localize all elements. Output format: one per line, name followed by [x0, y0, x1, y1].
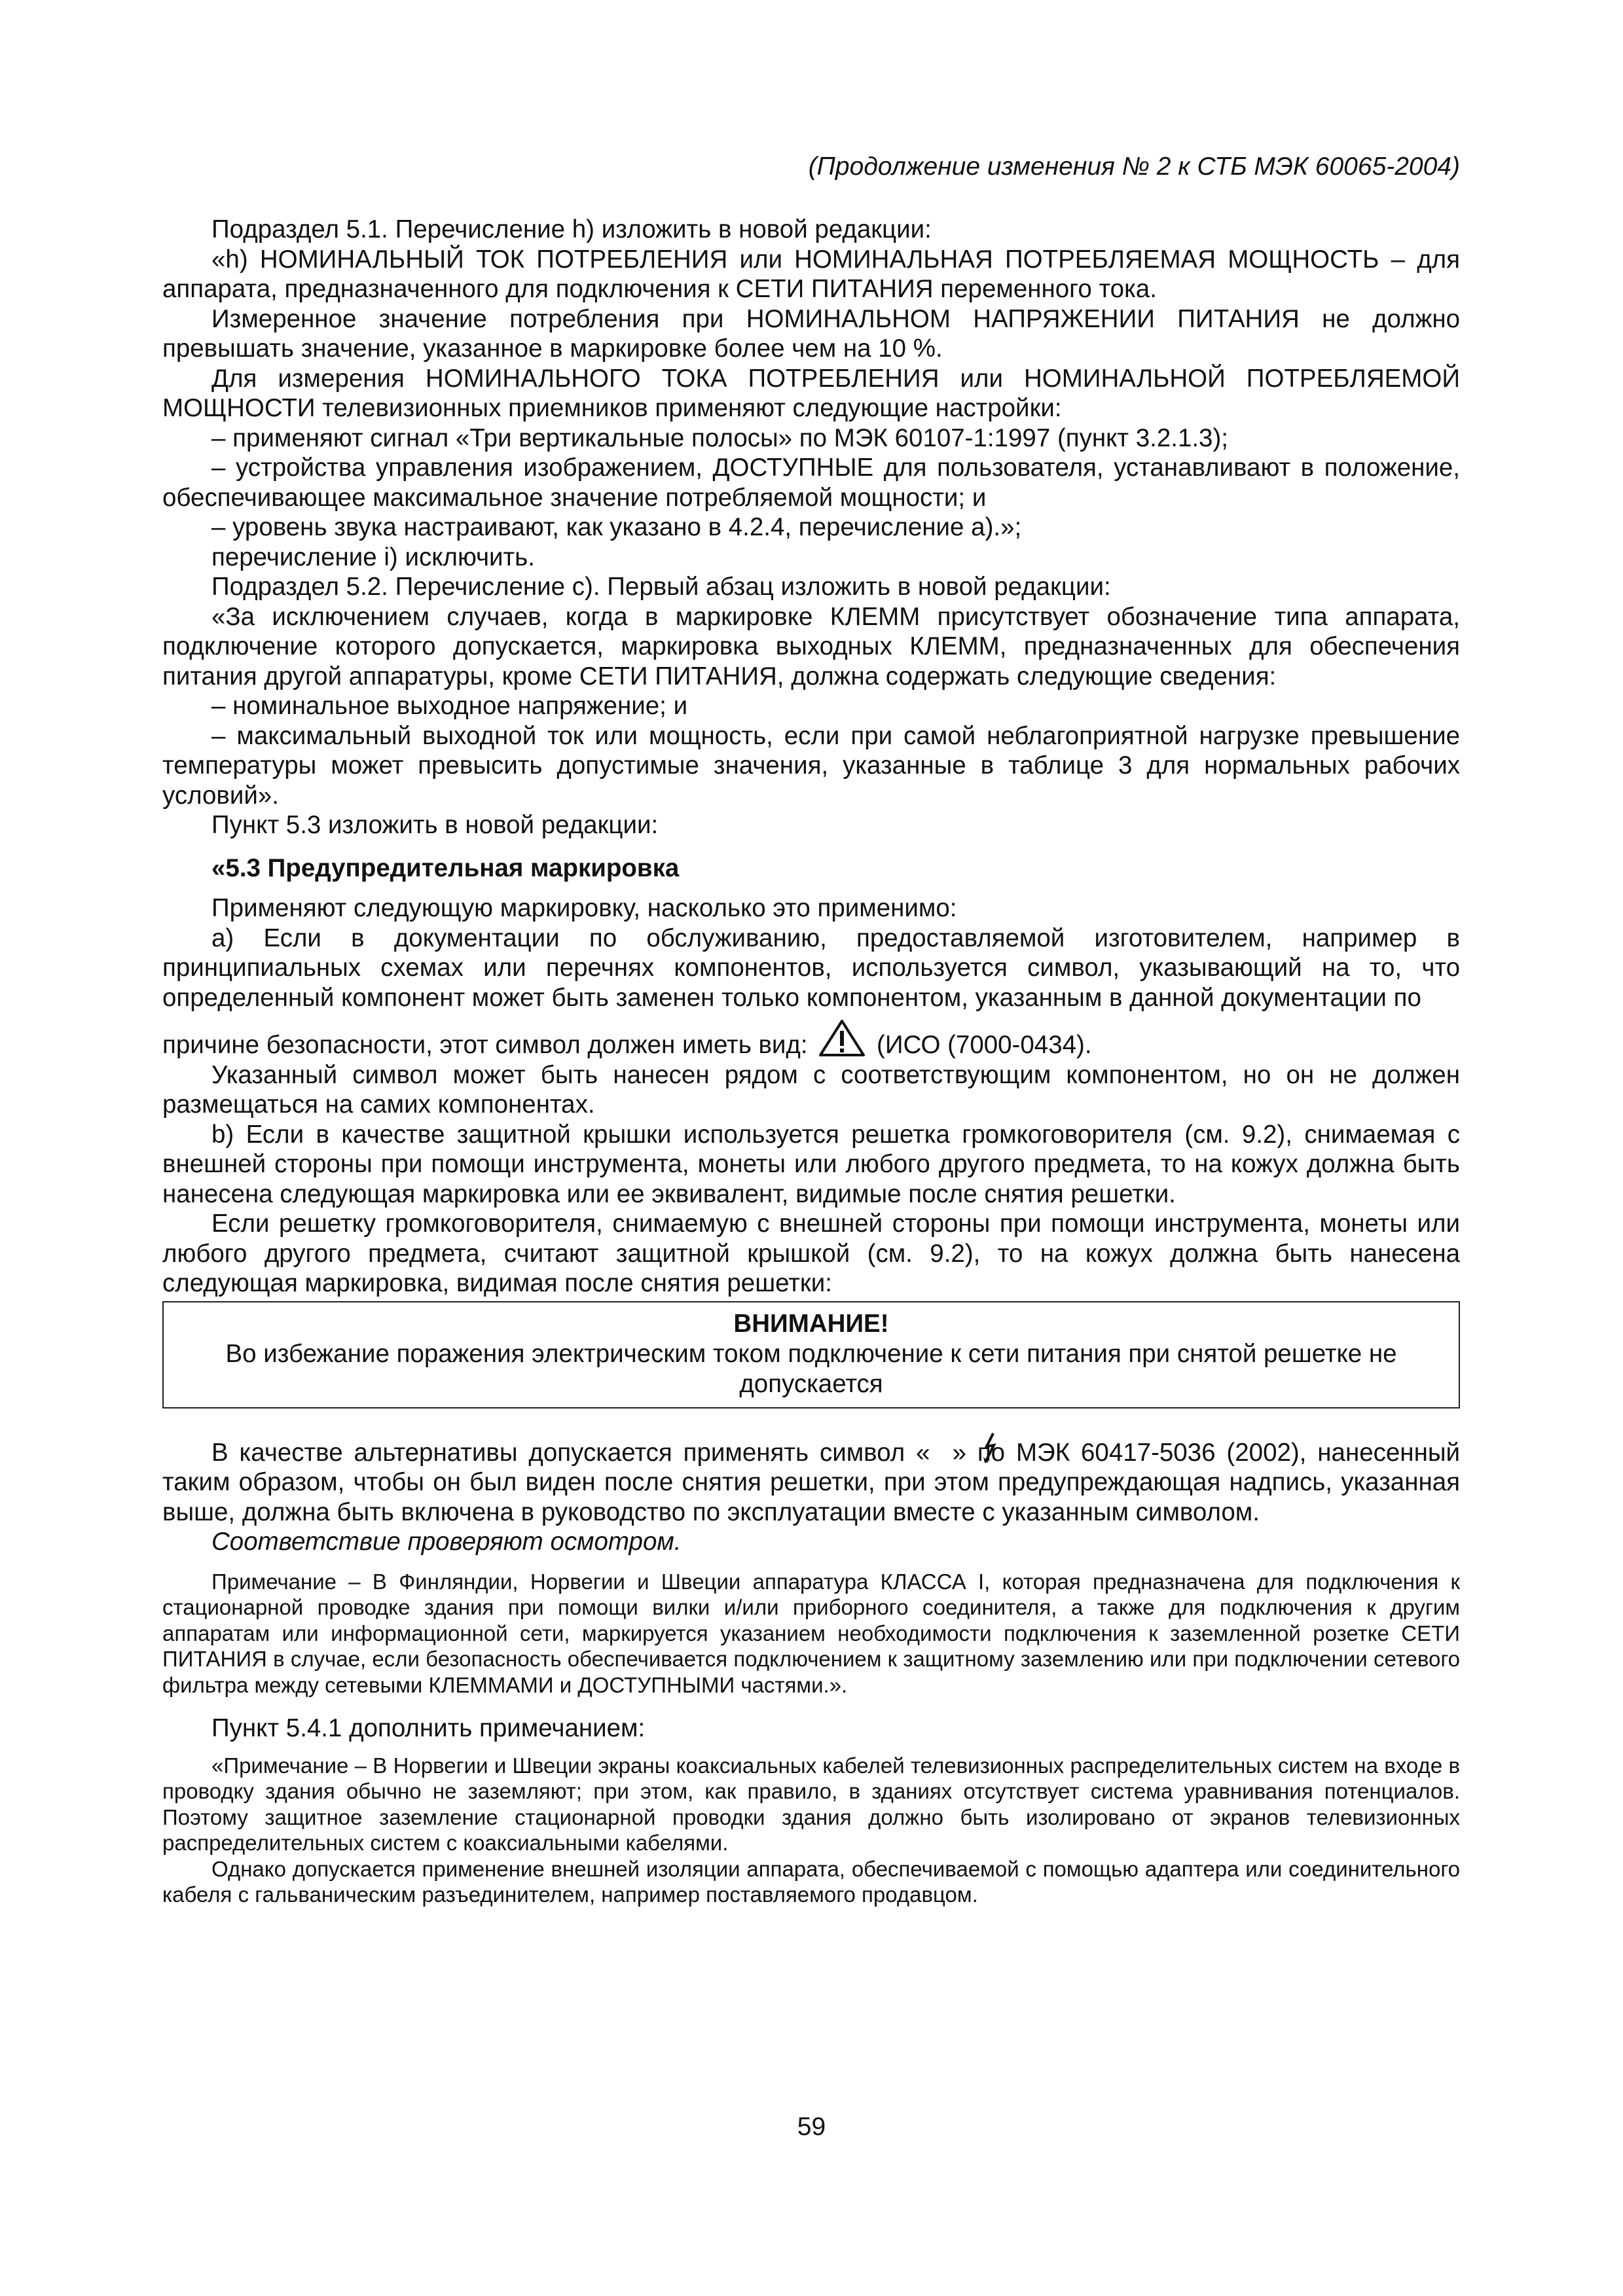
main-text [162, 215, 1460, 1908]
paragraph: Подраздел 5.2. Перечисление с). Первый абзац изложить в новой редакции: [211, 573, 1111, 601]
paragraph: b) Если в качестве защитной крышки используется решетка громкоговорителя (см. 9.2), снимаемая с внешней стороны при помощи инструмента, монеты или любого другого предмета, то на кожух должна быть нанесена следующая маркировка или ее эквивалент, видимые после снятия решетки. [162, 1120, 1460, 1208]
note-block-1 [162, 1569, 1460, 1698]
paragraph: Пункт 5.3 изложить в новой редакции: [211, 811, 659, 839]
notice-title: ВНИМАНИЕ! [733, 1309, 889, 1338]
alt-symbol-before: В качестве альтернативы допускается применять символ « [211, 1438, 930, 1467]
section-heading: «5.3 Предупредительная маркировка [211, 853, 680, 882]
paragraph: а) Если в документации по обслуживанию, предоставляемой изготовителем, например в принципиальных схемах или перечнях компонентов, используется символ, указывающий на то, что определенный компонент может быть заменен только компонентом, указанным в данной документации по [162, 924, 1460, 1012]
paragraph: «h) НОМИНАЛЬНЫЙ ТОК ПОТРЕБЛЕНИЯ или НОМИНАЛЬНАЯ ПОТРЕБЛЯЕМАЯ МОЩНОСТЬ – для аппарата, предназначенного для подключения к СЕТИ ПИТАНИЯ переменного тока. [162, 245, 1460, 303]
paragraph: Пункт 5.4.1 дополнить примечанием: [211, 1714, 646, 1742]
paragraph: Для измерения НОМИНАЛЬНОГО ТОКА ПОТРЕБЛЕНИЯ или НОМИНАЛЬНОЙ ПОТРЕБЛЯЕМОЙ МОЩНОСТИ телевизионных приемников применяют следующие настройки: [162, 364, 1460, 422]
symbol-line-before: причине безопасности, этот символ должен иметь вид: [162, 1031, 815, 1059]
paragraph: Указанный символ может быть нанесен рядом с соответствующим компонентом, но он не должен размещаться на самих компонентах. [162, 1060, 1460, 1119]
paragraph: перечисление i) исключить. [211, 543, 535, 571]
warning-notice-box [162, 1301, 1460, 1408]
note-paragraph: «Примечание – В Норвегии и Швеции экраны коаксиальных кабелей телевизионных распределительных систем на входе в проводку здания обычно не заземляют; при этом, как правило, в зданиях отсутствует система уравнивания потенциалов. Поэтому защитное заземление стационарной проводки здания должно быть изолировано от экранов телевизионных распределительных систем с коаксиальными кабелями. [162, 1753, 1460, 1855]
paragraph: Подраздел 5.1. Перечисление h) изложить в новой редакции: [211, 215, 932, 243]
page-number: 59 [797, 2113, 826, 2141]
paragraph: Применяют следующую маркировку, насколько это применимо: [211, 894, 957, 922]
paragraph: – применяют сигнал «Три вертикальные полосы» по МЭК 60107-1:1997 (пункт 3.2.1.3); [211, 423, 1228, 452]
note-block-2 [162, 1753, 1460, 1908]
running-title: (Продолжение изменения № 2 к СТБ МЭК 60065-2004) [808, 152, 1460, 181]
paragraph: Если решетку громкоговорителя, снимаемую с внешней стороны при помощи инструмента, монеты или любого другого предмета, считают защитной крышкой (см. 9.2), то на кожух должна быть нанесена следующая маркировка, видимая после снятия решетки: [162, 1210, 1460, 1297]
warning-triangle-icon [818, 1019, 866, 1057]
symbol-line [162, 1019, 1460, 1060]
alt-symbol-paragraph [162, 1432, 1460, 1528]
paragraph: Измеренное значение потребления при НОМИНАЛЬНОМ НАПРЯЖЕНИИ ПИТАНИЯ не должно превышать значение, указанное в маркировке более чем на 10 %. [162, 304, 1460, 363]
notice-text: Во избежание поражения электрическим током подключение к сети питания при снятой решетке не допускается [225, 1339, 1397, 1398]
compliance-check: Соответствие проверяют осмотром. [211, 1528, 682, 1556]
alt-symbol-after: » по МЭК 60417-5036 (2002), нанесенный таким образом, чтобы он был виден после снятия решетки, при этом предупреждающая надпись, указанная выше, должна быть включена в руководство по эксплуатации вместе с указанным символом. [162, 1438, 1461, 1526]
high-voltage-icon [932, 1432, 951, 1463]
symbol-line-after: (ИСО (7000-0434). [869, 1031, 1092, 1059]
note-paragraph: Однако допускается применение внешней изоляции аппарата, обеспечиваемой с помощью адаптера или соединительного кабеля с гальваническим разъединителем, например поставляемого продавцом. [162, 1856, 1460, 1907]
paragraph: «За исключением случаев, когда в маркировке КЛЕММ присутствует обозначение типа аппарата, подключение которого допускается, маркировка выходных КЛЕММ, предназначенных для обеспечения питания другой аппаратуры, кроме СЕТИ ПИТАНИЯ, должна содержать следующие сведения: [162, 602, 1460, 691]
paragraph: – уровень звука настраивают, как указано в 4.2.4, перечисление а).»; [211, 513, 1022, 541]
paragraph: – максимальный выходной ток или мощность, если при самой неблагоприятной нагрузке превышение температуры может превысить допустимые значения, указанные в таблице 3 для нормальных рабочих условий». [162, 721, 1460, 810]
paragraph: – номинальное выходное напряжение; и [211, 692, 688, 720]
paragraph: – устройства управления изображением, ДОСТУПНЫЕ для пользователя, устанавливают в положение, обеспечивающее максимальное значение потребляемой мощности; и [162, 454, 1460, 512]
note-paragraph: Примечание – В Финляндии, Норвегии и Швеции аппаратура КЛАССА I, которая предназначена для подключения к стационарной проводке здания при помощи вилки и/или приборного соединителя, а также для подключения к другим аппаратам или информационной сети, маркируется указанием необходимости подключения к заземленной розетке СЕТИ ПИТАНИЯ в случае, если безопасность обеспечивается подключением к защитному заземлению или при подключении сетевого фильтра между сетевыми КЛЕММАМИ и ДОСТУПНЫМИ частями.». [162, 1569, 1460, 1697]
